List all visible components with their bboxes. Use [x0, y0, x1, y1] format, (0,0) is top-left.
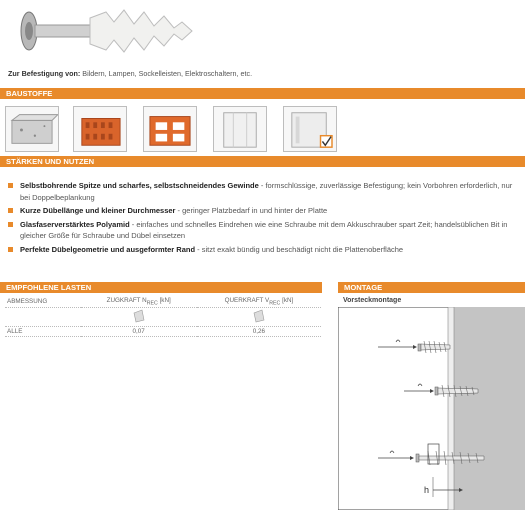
strengths-section-bar: STÄRKEN UND NUTZEN — [0, 156, 525, 167]
features-list — [8, 180, 520, 258]
purpose-prefix: Zur Befestigung von: — [8, 69, 81, 78]
gypsum-board-icon — [213, 106, 267, 152]
feature-item — [8, 205, 520, 217]
h-dimension-label: h — [424, 485, 430, 495]
product-screw-anchor-image — [6, 0, 206, 62]
concrete-icon — [5, 106, 59, 152]
purpose-line — [8, 69, 252, 78]
feature-text: - einfaches und schnelles Eindrehen wie eine Schraube mit dem Akkuschrauber spart Zeit; handelsüblichen Bit in gleicher Größe für Schraube und Dübel einsetzen — [20, 219, 508, 241]
materials-section-bar: BAUSTOFFE — [0, 88, 525, 99]
feature-item — [8, 244, 520, 256]
bullet-icon — [8, 208, 13, 213]
col-header-shear: QUERKRAFT $V_{REC}$ [kN] — [197, 296, 321, 308]
montage-section-bar: MONTAGE — [338, 282, 525, 293]
feature-bold: Kurze Dübellänge und kleiner Durchmesser — [20, 206, 176, 216]
purpose-text: Bildern, Lampen, Sockelleisten, Elektroschaltern, etc. — [80, 69, 253, 78]
board-section — [448, 307, 454, 510]
drywall-board-icon — [283, 106, 337, 152]
col-header-size: ABMESSUNG — [5, 296, 81, 308]
installation-diagram — [338, 307, 525, 510]
bullet-icon — [8, 183, 13, 188]
feature-text: - geringer Platzbedarf in und hinter der Platte — [175, 206, 328, 216]
feature-bold: Perfekte Dübelgeometrie und ausgeformter Rand — [20, 244, 196, 254]
wall-section — [454, 307, 525, 510]
loads-section-bar: EMPFOHLENE LASTEN — [0, 282, 322, 293]
feature-bold: Selbstbohrende Spitze und scharfes, selbstschneidendes Gewinde — [20, 181, 259, 190]
tension-load-icon — [133, 309, 145, 323]
feature-text: - sitzt exakt bündig und beschädigt nicht die Plattenoberfläche — [195, 244, 404, 254]
feature-item — [8, 180, 520, 203]
shear-load-icon — [253, 309, 265, 323]
col-header-tension: ZUGKRAFT $N_{REC}$ [kN] — [81, 296, 197, 308]
hollow-brick-icon — [143, 106, 197, 152]
feature-item — [8, 219, 520, 242]
feature-text: - formschlüssige, zuverlässige Befestigung; kein Vorbohren erforderlich, nur bei Doppelbeplankung — [20, 181, 513, 202]
montage-subtitle: Vorsteckmontage — [343, 297, 402, 304]
loads-table — [5, 296, 321, 337]
perforated-brick-icon — [73, 106, 127, 152]
table-row: ALLE 0,07 0,26 — [5, 327, 321, 337]
bullet-icon — [8, 222, 13, 227]
bullet-icon — [8, 247, 13, 252]
feature-bold: Glasfaserverstärktes Polyamid — [20, 219, 130, 229]
